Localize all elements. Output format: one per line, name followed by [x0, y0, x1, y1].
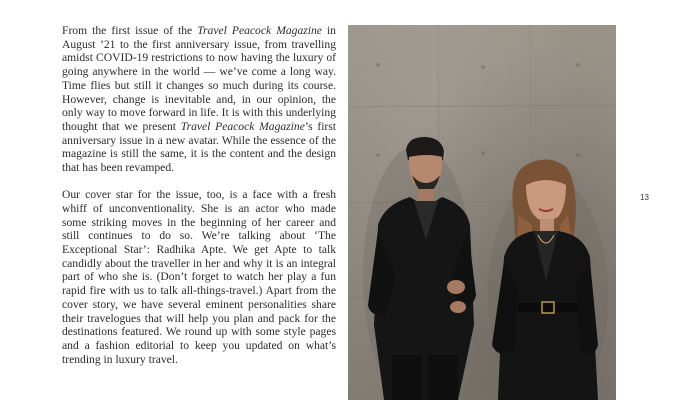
intro-text-part-1: From the first issue of the — [62, 24, 198, 37]
paragraph-intro — [62, 24, 336, 175]
magazine-name: Travel Peacock Magazine — [197, 24, 322, 37]
intro-text-part-3: ’s first anniversary issue in a new avatar. While the essence of the magazine is still the same, it is the content and the design that has been revamped. — [62, 119, 337, 175]
intro-text-part-2: in August ’21 to the first anniversary issue, from travelling amidst COVID-19 restrictions to now having the luxury of going anywhere in the world — we’ve come a long way. Time flies but still it changes so much during its course. However, change is inevitable and, in our opinion, the only way to move forward in life. It is with this underlying thought that we present — [62, 24, 336, 133]
editorial-text — [62, 24, 336, 380]
photo-illustration — [348, 25, 616, 400]
page-number: 13 — [640, 193, 649, 202]
paragraph-cover-story: Our cover star for the issue, too, is a face with a fresh whiff of unconventionality. She is an actor who made some striking moves in the beginning of her career and still continues to do so. We’re talking about ‘The Exceptional Star’: Radhika Apte. We get Apte to talk candidly about the traveller in her and why it is an integral part of who she is. (Don’t forget to watch her play a fun rapid fire with us to talk all-things-travel.) Apart from the cover story, we have several eminent personalities share their travelogues that will help you plan and pack for the destinations featured. We round up with some style pages and a fashion editorial to keep you updated on what’s trending in luxury travel. — [62, 188, 336, 366]
man-figure — [363, 137, 476, 400]
woman-figure — [488, 159, 608, 400]
magazine-name: Travel Peacock Magazine — [180, 119, 305, 133]
cover-photo — [348, 25, 616, 400]
